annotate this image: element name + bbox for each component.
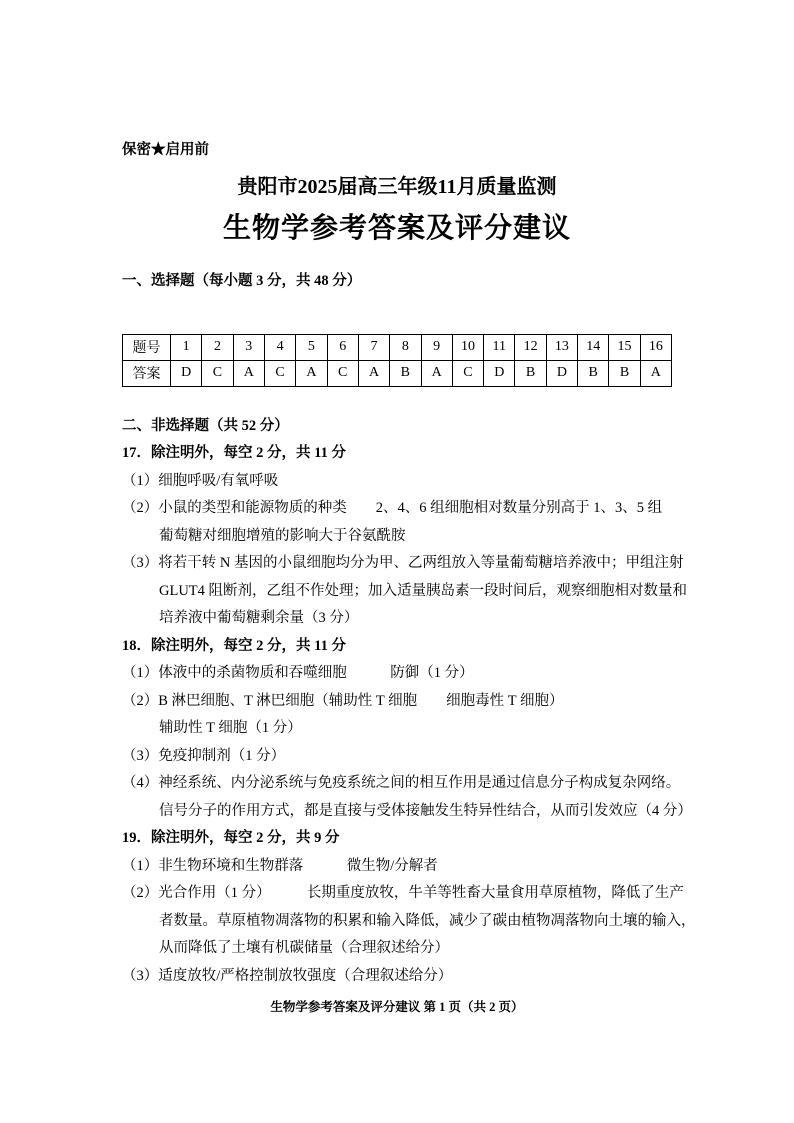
- answer-line: （2）光合作用（1 分） 长期重度放牧，牛羊等牲畜大量食用草原植物，降低了生产: [122, 885, 684, 901]
- answer-line: GLUT4 阻断剂，乙组不作处理；加入适量胰岛素一段时间后，观察细胞相对数量和: [159, 582, 688, 599]
- answer-line: （1）非生物环境和生物群落 微生物/分解者: [122, 857, 438, 874]
- answer-cell: C: [202, 360, 233, 386]
- question-number-cell: 11: [484, 334, 515, 360]
- answer-line: 葡萄糖对细胞增殖的影响大于谷氨酰胺: [159, 527, 406, 544]
- question-number-cell: 5: [296, 334, 327, 360]
- question-17: [122, 440, 688, 633]
- question-number-cell: 15: [609, 334, 640, 360]
- answer-line: （3）适度放牧/严格控制放牧强度（合理叙述给分）: [122, 967, 453, 984]
- question-19: [122, 825, 696, 990]
- answer-line: 辅助性 T 细胞（1 分）: [159, 720, 302, 736]
- page-footer: 生物学参考答案及评分建议 第 1 页（共 2 页）: [270, 1000, 524, 1014]
- answer-label: 答案: [123, 360, 171, 386]
- answer-cell: B: [578, 360, 609, 386]
- question-number-row: [123, 334, 672, 360]
- answer-cell: D: [171, 360, 202, 386]
- answer-cell: C: [452, 360, 483, 386]
- answer-cell: D: [484, 360, 515, 386]
- question-number-cell: 1: [171, 334, 202, 360]
- answer-line: （2）B 淋巴细胞、T 淋巴细胞（辅助性 T 细胞 细胞毒性 T 细胞）: [122, 692, 564, 709]
- answer-cell: C: [327, 360, 358, 386]
- document-subtitle: 生物学参考答案及评分建议: [222, 212, 571, 243]
- question-number-cell: 12: [515, 334, 546, 360]
- question-number-cell: 4: [264, 334, 295, 360]
- question-17-title: 17．除注明外，每空 2 分，共 11 分: [122, 445, 346, 461]
- question-number-label: 题号: [123, 334, 171, 360]
- answer-line: 培养液中葡萄糖剩余量（3 分）: [159, 610, 359, 626]
- answer-line: 从而降低了土壤有机碳储量（合理叙述给分）: [159, 940, 449, 956]
- question-number-cell: 10: [452, 334, 483, 360]
- answer-cell: B: [609, 360, 640, 386]
- question-number-cell: 7: [358, 334, 389, 360]
- question-number-cell: 9: [421, 334, 452, 360]
- section-choice-heading: 一、选择题（每小题 3 分，共 48 分）: [122, 273, 362, 289]
- question-number-cell: 13: [546, 334, 577, 360]
- answer-cell: A: [421, 360, 452, 386]
- answer-cell: A: [233, 360, 264, 386]
- answer-line: 者数量。草原植物凋落物的积累和输入降低，减少了碳由植物凋落物向土壤的输入，: [159, 912, 696, 929]
- answer-line: 信号分子的作用方式，都是直接与受体接触发生特异性结合，从而引发效应（4 分）: [159, 802, 692, 819]
- answer-line: （3）将若干转 N 基因的小鼠细胞均分为甲、乙两组放入等量葡萄糖培养液中；甲组注射: [122, 555, 684, 571]
- confidential-notice: 保密★启用前: [122, 142, 209, 158]
- answer-cell: A: [296, 360, 327, 386]
- answer-line: （1）细胞呼吸/有氧呼吸: [122, 472, 279, 489]
- question-number-cell: 16: [640, 334, 671, 360]
- multiple-choice-answer-table: [122, 334, 672, 387]
- answer-line: （3）免疫抑制剂（1 分）: [122, 747, 286, 764]
- answer-line: （4）神经系统、内分泌系统与免疫系统之间的相互作用是通过信息分子构成复杂网络。: [122, 775, 681, 791]
- document-title: 贵阳市2025届高三年级11月质量监测: [237, 176, 557, 198]
- answer-line: （1）体液中的杀菌物质和吞噬细胞 防御（1 分）: [122, 665, 474, 681]
- question-19-title: 19．除注明外，每空 2 分，共 9 分: [122, 830, 340, 846]
- answer-cell: A: [358, 360, 389, 386]
- question-number-cell: 6: [327, 334, 358, 360]
- answer-cell: C: [264, 360, 295, 386]
- section-free-response-heading: 二、非选择题（共 52 分）: [122, 417, 289, 434]
- answer-cell: B: [515, 360, 546, 386]
- question-18-title: 18．除注明外，每空 2 分，共 11 分: [122, 637, 346, 654]
- answer-row: [123, 360, 672, 386]
- answer-line: （2）小鼠的类型和能源物质的种类 2、4、6 组细胞相对数量分别高于 1、3、5 组: [122, 500, 663, 516]
- question-18: [122, 633, 692, 826]
- answer-cell: B: [390, 360, 421, 386]
- answer-cell: A: [640, 360, 671, 386]
- question-number-cell: 3: [233, 334, 264, 360]
- question-number-cell: 2: [202, 334, 233, 360]
- question-number-cell: 14: [578, 334, 609, 360]
- question-number-cell: 8: [390, 334, 421, 360]
- answer-cell: D: [546, 360, 577, 386]
